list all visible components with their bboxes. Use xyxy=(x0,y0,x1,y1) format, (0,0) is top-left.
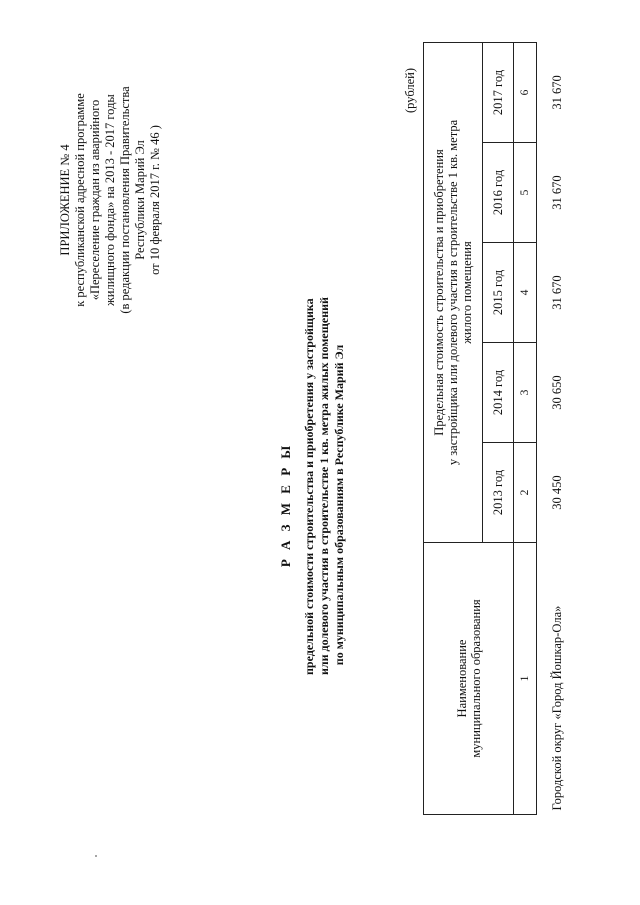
column-number: 5 xyxy=(514,143,537,243)
cost-group-header xyxy=(424,42,483,542)
value-cell: 30 650 xyxy=(550,375,564,410)
value-cell: 31 670 xyxy=(550,75,564,110)
appendix-block xyxy=(58,65,163,335)
header-text: Предельная стоимость строительства и приобретения xyxy=(432,149,446,436)
value-cell: 31 670 xyxy=(550,275,564,310)
heading-line: предельной стоимости строительства и приобретения у застройщика xyxy=(302,298,316,675)
units-note: (рублей) xyxy=(403,67,417,113)
appendix-line: жилищного фонда» на 2013 - 2017 годы xyxy=(103,94,117,306)
header-text: жилого помещения xyxy=(460,241,474,344)
column-number-row xyxy=(514,42,537,814)
column-number: 3 xyxy=(514,343,537,443)
value-cell: 31 670 xyxy=(550,175,564,210)
cost-table xyxy=(423,42,577,815)
year-header: 2017 год xyxy=(483,42,514,142)
year-header: 2013 год xyxy=(483,443,514,543)
name-column-header xyxy=(424,543,514,815)
header-text: Наименование xyxy=(454,639,469,718)
appendix-line: «Переселение граждан из аварийного xyxy=(88,99,102,301)
appendix-line: (в редакции постановления Правительства xyxy=(118,86,132,314)
appendix-line: от 10 февраля 2017 г. № 46 ) xyxy=(148,125,162,275)
appendix-line: Республики Марий Эл xyxy=(133,140,147,260)
column-number: 6 xyxy=(514,42,537,142)
document-heading xyxy=(278,297,347,675)
heading-title: Р А З М Е Р Ы xyxy=(278,442,293,568)
column-number: 2 xyxy=(514,443,537,543)
column-number: 4 xyxy=(514,243,537,343)
column-number: 1 xyxy=(514,543,537,815)
municipality-name: Городской округ «Город Йошкар-Ола» xyxy=(550,605,564,811)
header-text: у застройщика или долевого участия в строительстве 1 кв. метра xyxy=(446,119,460,466)
table-row xyxy=(537,42,578,814)
value-cell: 30 450 xyxy=(550,475,564,510)
heading-line: по муниципальным образованиям в Республике Марий Эл xyxy=(332,344,346,666)
year-header: 2015 год xyxy=(483,243,514,343)
appendix-line: к республиканской адресной программе xyxy=(73,93,87,307)
header-text: муниципального образования xyxy=(468,599,483,758)
table-header-row xyxy=(424,42,483,814)
year-header: 2016 год xyxy=(483,143,514,243)
heading-line: или долевого участия в строительстве 1 кв. метра жилых помещений xyxy=(317,297,331,675)
appendix-title: ПРИЛОЖЕНИЕ № 4 xyxy=(58,144,72,256)
year-header: 2014 год xyxy=(483,343,514,443)
scan-speck xyxy=(95,855,97,857)
